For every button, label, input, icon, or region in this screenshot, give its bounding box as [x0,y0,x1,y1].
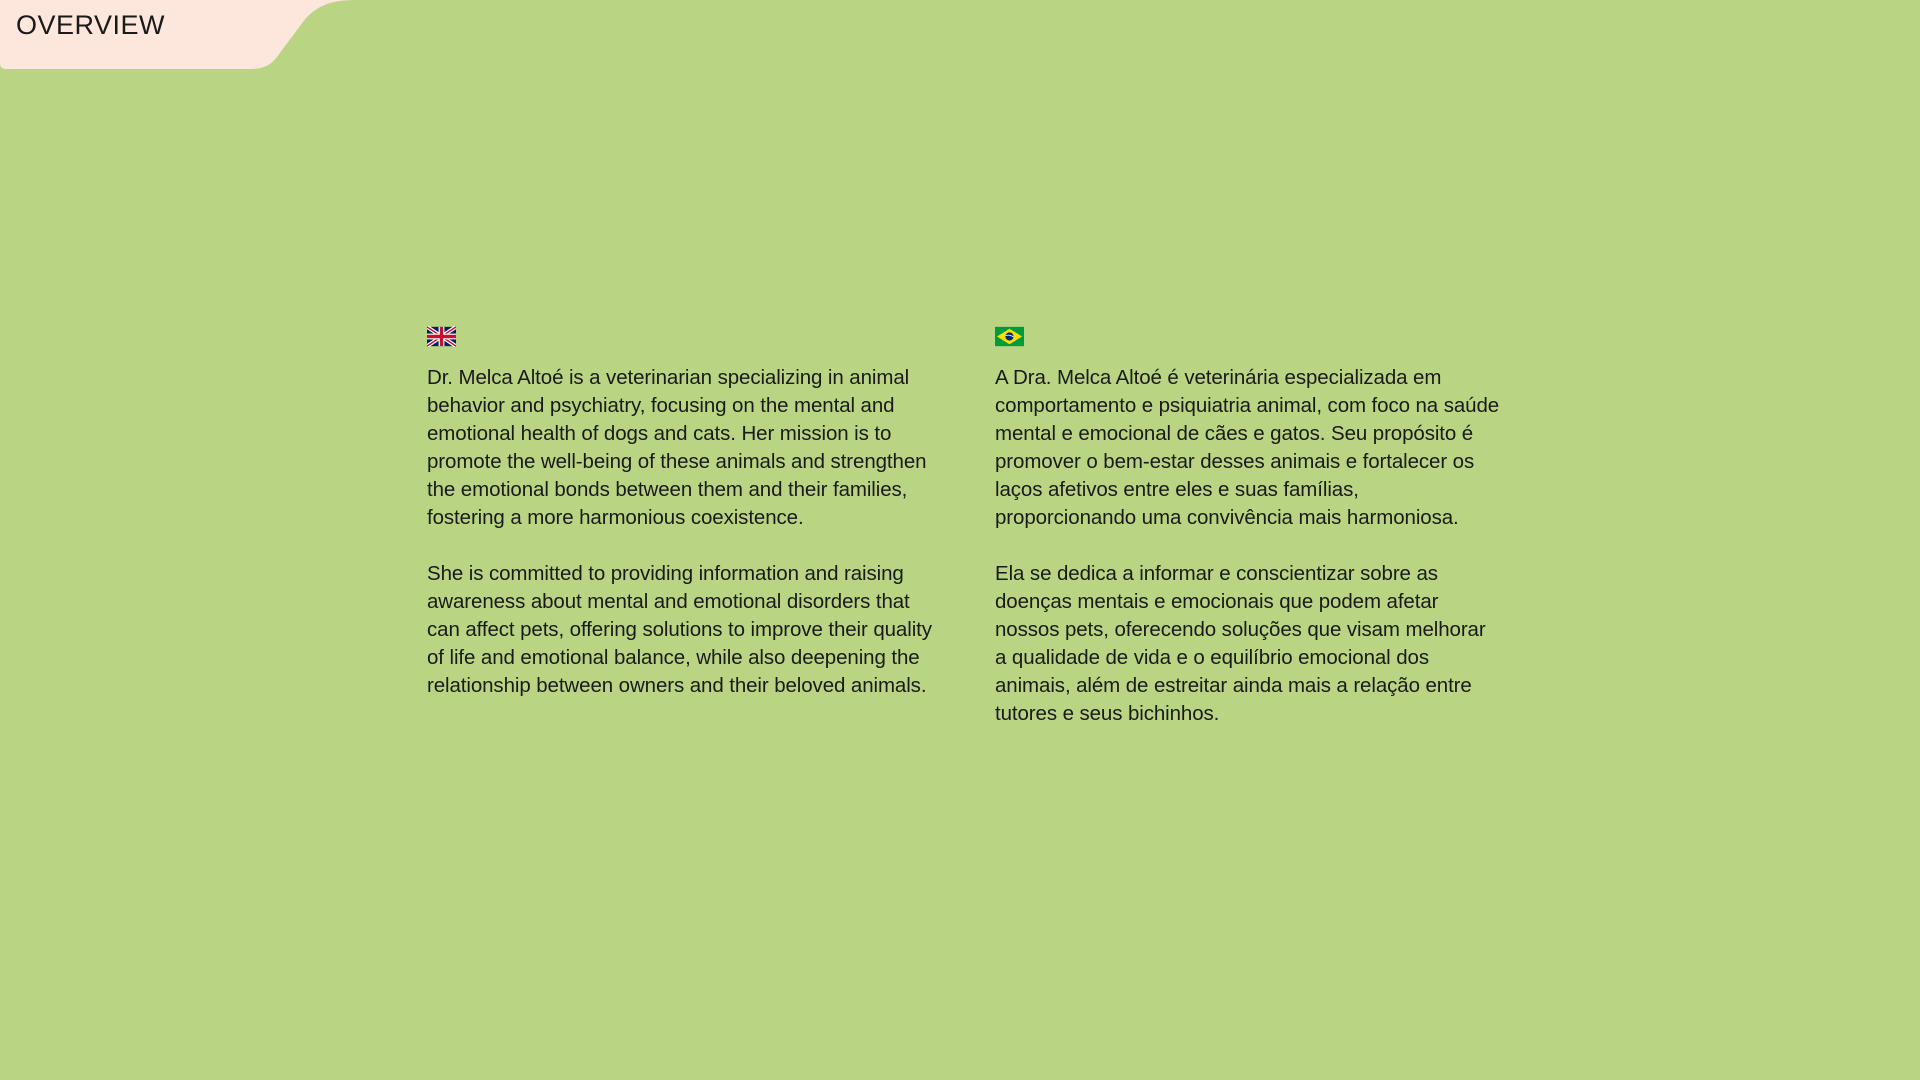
english-paragraph-1: Dr. Melca Altoé is a veterinarian specializing in animal behavior and psychiatry, focusing on the mental and emotional health of dogs and cats. Her mission is to promote the well-being of these animals and strengthen the emotional bonds between them and their families, fostering a more harmonious coexistence. [427,366,927,529]
portuguese-column [995,326,1500,756]
english-paragraph-2: She is committed to providing information and raising awareness about mental and emotional disorders that can affect pets, offering solutions to improve their quality of life and emotional balance, while also deepening the relationship between owners and their beloved animals. [427,562,932,697]
portuguese-paragraph-2: Ela se dedica a informar e conscientizar sobre as doenças mentais e emocionais que podem afetar nossos pets, oferecendo soluções que visam melhorar a qualidade de vida e o equilíbrio emocional dos animais, além de estreitar ainda mais a relação entre tutores e seus bichinhos. [995,562,1486,725]
page-title: OVERVIEW [16,10,166,40]
portuguese-paragraph-1: A Dra. Melca Altoé é veterinária especializada em comportamento e psiquiatria animal, com foco na saúde mental e emocional de cães e gatos. Seu propósito é promover o bem-estar desses animais e fortalecer os laços afetivos entre eles e suas famílias, proporcionando uma convivência mais harmoniosa. [995,366,1500,529]
uk-flag-icon [427,326,456,347]
brazil-flag-icon [995,326,1024,347]
english-column [427,326,932,728]
